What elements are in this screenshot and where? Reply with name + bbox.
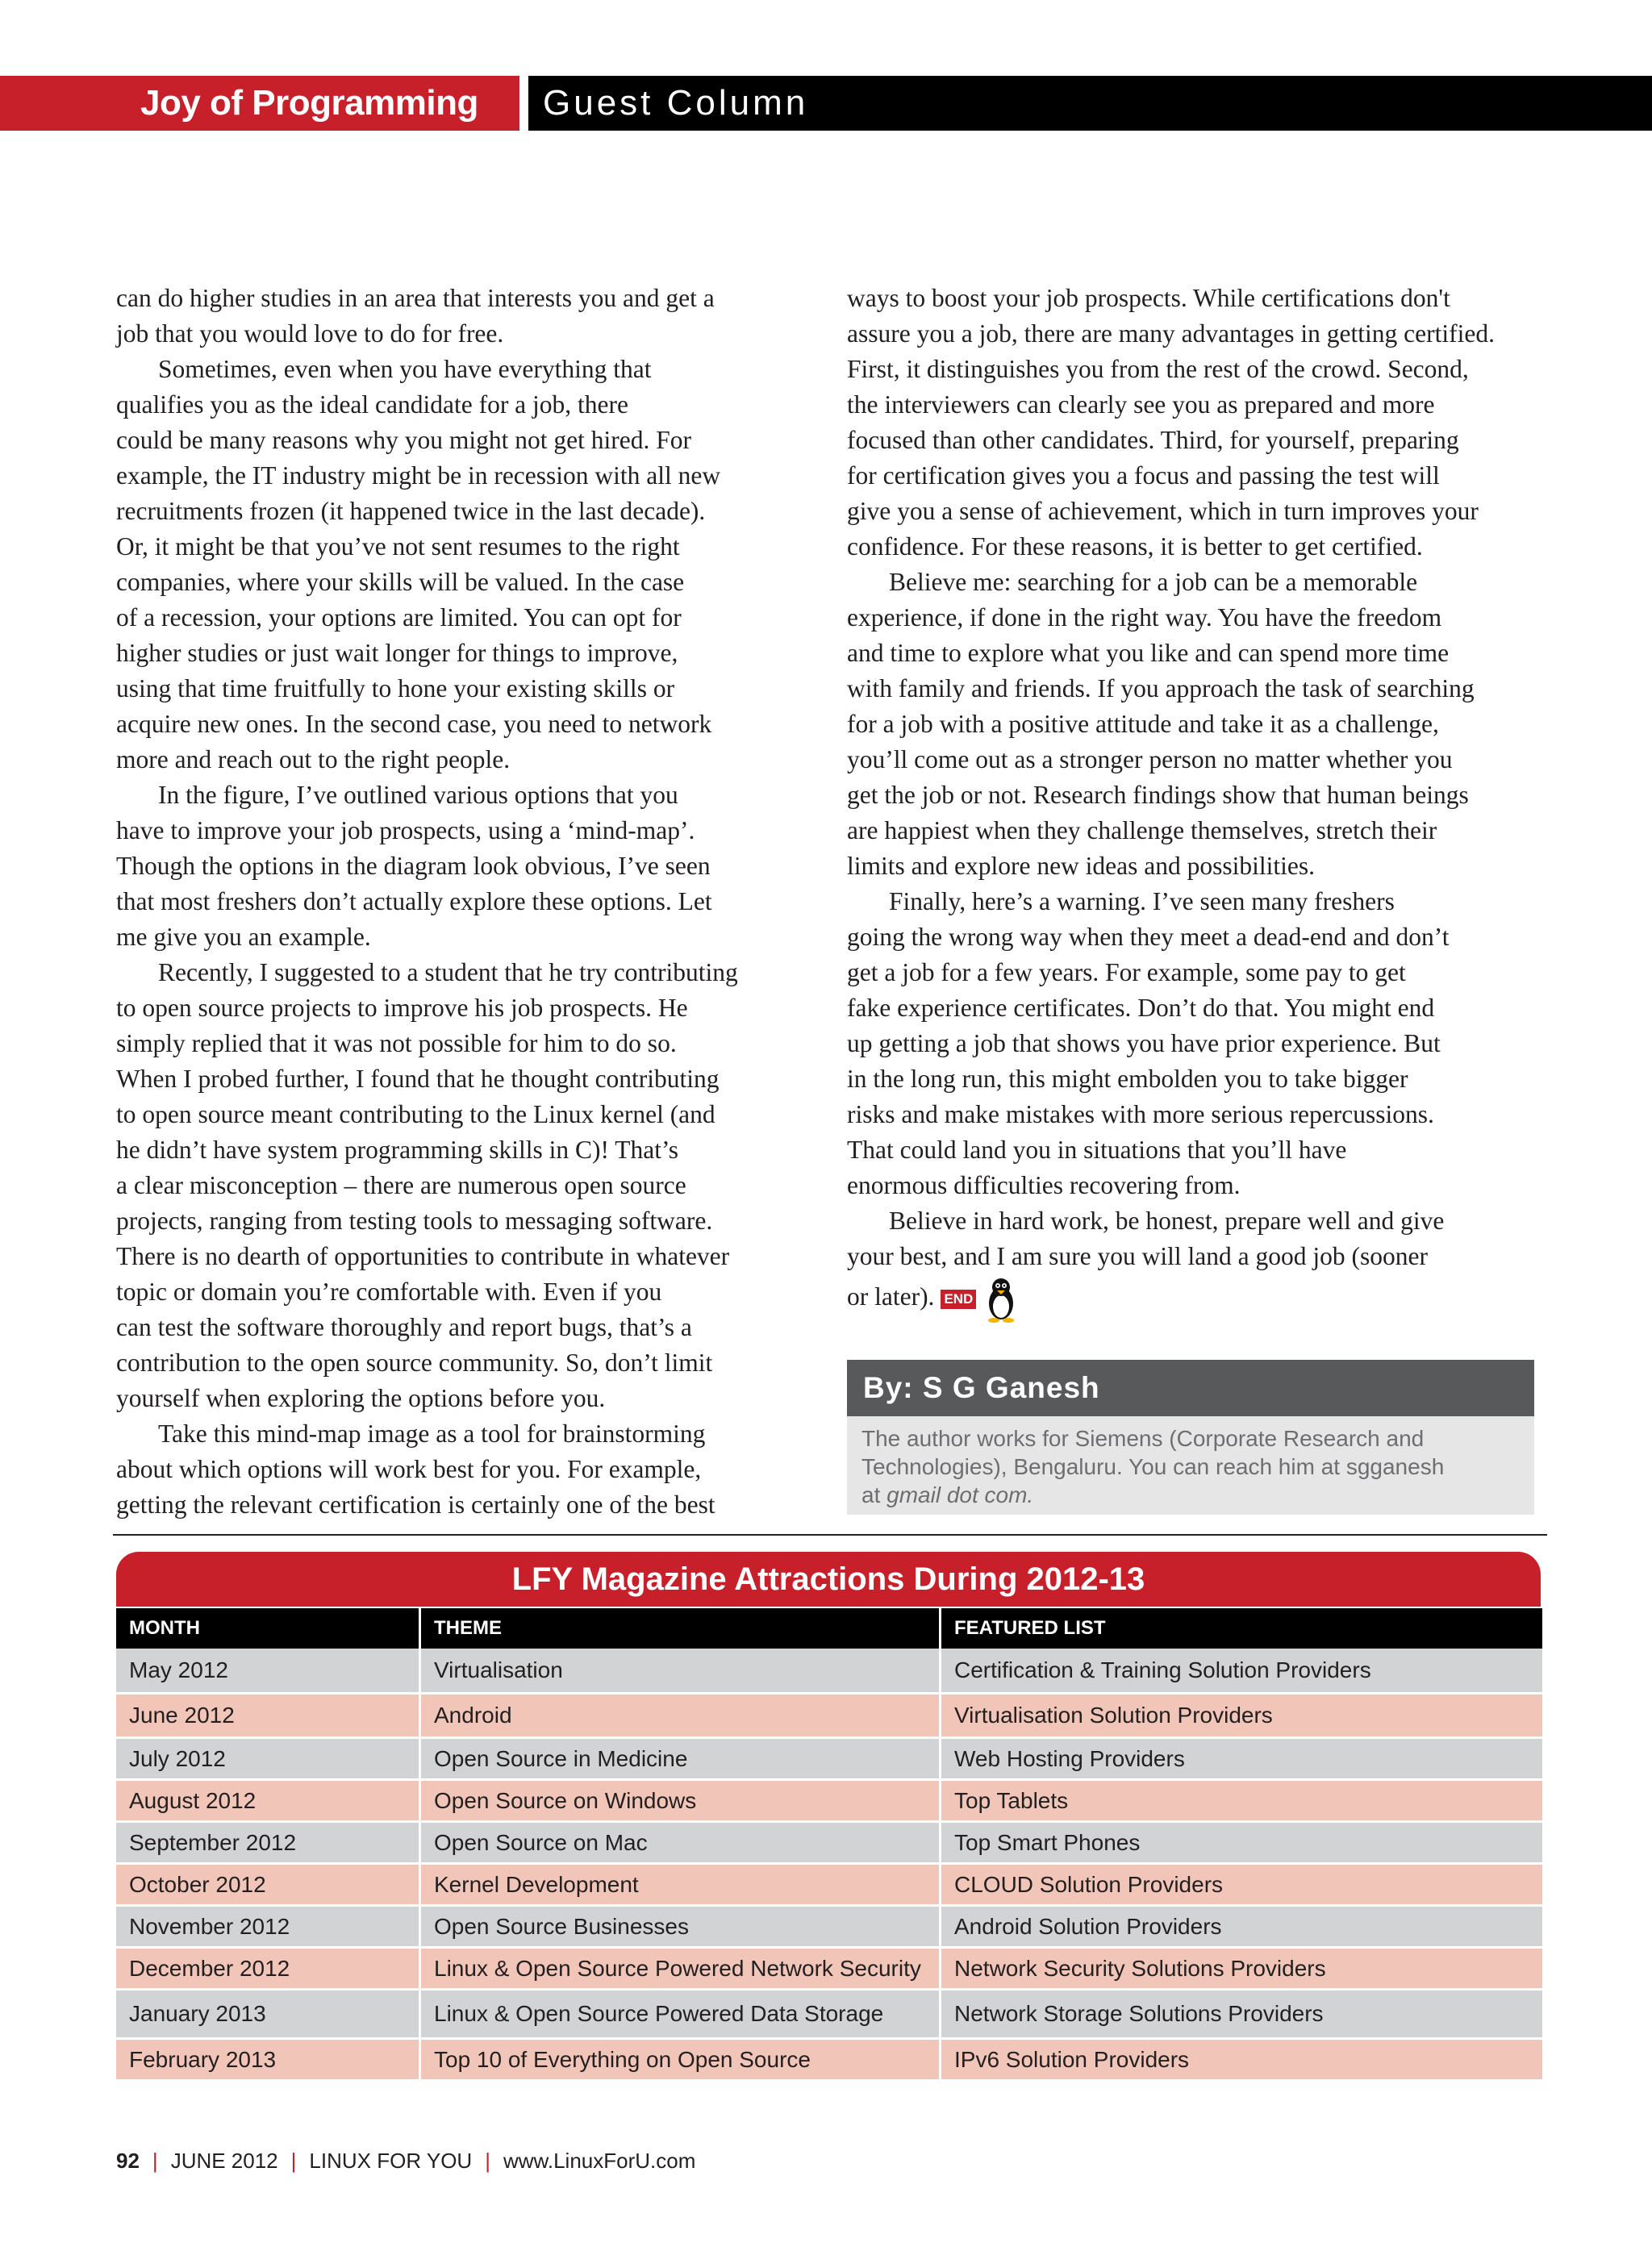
- table-row: [116, 1949, 1542, 1991]
- text-line: [116, 636, 810, 671]
- text-line-content: That could land you in situations that you’ll have: [847, 1136, 1347, 1164]
- text-line-content: about which options will work best for you. For example,: [116, 1455, 702, 1483]
- text-line-content: There is no dearth of opportunities to contribute in whatever: [116, 1242, 730, 1270]
- text-line: [847, 600, 1541, 636]
- text-line-content: for a job with a positive attitude and take it as a challenge,: [847, 710, 1439, 738]
- section-banner: Joy of Programming: [0, 76, 519, 131]
- text-line: [847, 1061, 1541, 1097]
- text-line-content: Or, it might be that you’ve not sent resumes to the right: [116, 532, 680, 561]
- text-line: [116, 813, 810, 848]
- text-line-content: yourself when exploring the options before you.: [116, 1384, 606, 1412]
- attractions-table: [116, 1608, 1542, 2082]
- text-line-content: are happiest when they challenge themselves, stretch their: [847, 816, 1437, 844]
- theme-cell: Kernel Development: [421, 1865, 941, 1907]
- text-line-content: confidence. For these reasons, it is better to get certified.: [847, 532, 1423, 561]
- text-line: [116, 955, 810, 990]
- month-cell: November 2012: [116, 1907, 421, 1949]
- text-line-content: Believe me: searching for a job can be a memorable: [889, 568, 1418, 596]
- text-line: [116, 316, 810, 352]
- author-bio-line: The author works for Siemens (Corporate Research and: [861, 1426, 1425, 1451]
- column-banner: Guest Column: [528, 76, 1652, 131]
- text-line-content: to open source projects to improve his job prospects. He: [116, 994, 688, 1022]
- text-line: [847, 1203, 1541, 1239]
- featured-list-cell: CLOUD Solution Providers: [941, 1865, 1542, 1907]
- table-row: [116, 1823, 1542, 1865]
- text-line-content: experience, if done in the right way. You have the freedom: [847, 603, 1442, 632]
- end-badge: END: [941, 1290, 976, 1309]
- text-line: [116, 281, 810, 316]
- text-line-content: In the figure, I’ve outlined various options that you: [158, 781, 678, 809]
- month-cell: December 2012: [116, 1949, 421, 1991]
- text-line: [847, 1132, 1541, 1168]
- text-line-content: fake experience certificates. Don’t do that. You might end: [847, 994, 1435, 1022]
- text-line-content: Take this mind-map image as a tool for brainstorming: [158, 1419, 706, 1448]
- text-line-content: example, the IT industry might be in recession with all new: [116, 461, 721, 490]
- text-line-content: higher studies or just wait longer for things to improve,: [116, 639, 678, 667]
- featured-list-cell: Certification & Training Solution Providers: [941, 1649, 1542, 1695]
- magazine-name: LINUX FOR YOU: [309, 2149, 473, 2173]
- text-line: [116, 565, 810, 600]
- header-month: MONTH: [116, 1608, 421, 1649]
- theme-cell: Open Source on Windows: [421, 1781, 941, 1823]
- text-line-content: Finally, here’s a warning. I’ve seen many freshers: [889, 887, 1395, 915]
- text-line-content: Sometimes, even when you have everything that: [158, 355, 652, 383]
- text-line: [116, 671, 810, 707]
- text-line: [116, 1239, 810, 1274]
- text-line-content: a clear misconception – there are numerous open source: [116, 1171, 686, 1199]
- text-line: [116, 1168, 810, 1203]
- header-featured-list: FEATURED LIST: [941, 1608, 1542, 1649]
- text-line-content: qualifies you as the ideal candidate for a job, there: [116, 390, 628, 419]
- table-row: [116, 2040, 1542, 2082]
- text-line: [116, 1132, 810, 1168]
- featured-list-cell: Top Tablets: [941, 1781, 1542, 1823]
- text-line: [847, 352, 1541, 387]
- table-row: [116, 1781, 1542, 1823]
- text-line: [847, 387, 1541, 423]
- month-cell: August 2012: [116, 1781, 421, 1823]
- text-line: [847, 423, 1541, 458]
- text-line: [116, 423, 810, 458]
- text-line-content: give you a sense of achievement, which in turn improves your: [847, 497, 1479, 525]
- text-line: [116, 1381, 810, 1416]
- text-line: [116, 600, 810, 636]
- text-line: [116, 494, 810, 529]
- text-line: [847, 919, 1541, 955]
- text-line: [847, 990, 1541, 1026]
- text-line-content: contribution to the open source community. So, don’t limit: [116, 1349, 713, 1377]
- text-line: [116, 352, 810, 387]
- text-line: [116, 884, 810, 919]
- text-line: [116, 919, 810, 955]
- month-cell: June 2012: [116, 1695, 421, 1739]
- text-line: [847, 458, 1541, 494]
- author-bio-line: [861, 1481, 1520, 1509]
- table-row: [116, 1907, 1542, 1949]
- text-line-content: getting the relevant certification is certainly one of the best: [116, 1490, 715, 1519]
- month-cell: February 2013: [116, 2040, 421, 2082]
- text-line: [116, 742, 810, 777]
- table-body: [116, 1649, 1542, 2082]
- text-line: [847, 955, 1541, 990]
- text-line-content: When I probed further, I found that he thought contributing: [116, 1065, 720, 1093]
- featured-list-cell: Web Hosting Providers: [941, 1739, 1542, 1781]
- page-number: 92: [116, 2149, 140, 2173]
- text-line-content: get a job for a few years. For example, some pay to get: [847, 958, 1406, 986]
- text-line: [847, 848, 1541, 884]
- table-row: [116, 1649, 1542, 1695]
- text-line-content: Believe in hard work, be honest, prepare well and give: [889, 1207, 1445, 1235]
- text-line: [847, 636, 1541, 671]
- text-line: [847, 884, 1541, 919]
- text-line-content: acquire new ones. In the second case, you need to network: [116, 710, 712, 738]
- featured-list-cell: Android Solution Providers: [941, 1907, 1542, 1949]
- text-line: [116, 1274, 810, 1310]
- section-divider: [113, 1534, 1547, 1536]
- text-line: [847, 777, 1541, 813]
- month-cell: May 2012: [116, 1649, 421, 1695]
- text-line: [847, 707, 1541, 742]
- text-line-content: your best, and I am sure you will land a good job (sooner: [847, 1242, 1428, 1270]
- text-line-content: simply replied that it was not possible for him to do so.: [116, 1029, 677, 1057]
- text-line: [116, 1416, 810, 1452]
- author-heading: By: S G Ganesh: [847, 1360, 1534, 1416]
- table-title: LFY Magazine Attractions During 2012-13: [116, 1552, 1541, 1607]
- text-line-content: can do higher studies in an area that interests you and get a: [116, 284, 715, 312]
- website-link[interactable]: www.LinuxForU.com: [503, 2149, 696, 2173]
- text-line: [847, 1274, 1541, 1310]
- text-line: [116, 529, 810, 565]
- text-line: [847, 1168, 1541, 1203]
- text-line-content: the interviewers can clearly see you as prepared and more: [847, 390, 1435, 419]
- text-line-content: topic or domain you’re comfortable with. Even if you: [116, 1278, 662, 1306]
- text-line: [116, 1452, 810, 1487]
- theme-cell: Open Source on Mac: [421, 1823, 941, 1865]
- text-line: [847, 1239, 1541, 1274]
- text-line-content: Recently, I suggested to a student that he try contributing: [158, 958, 738, 986]
- text-line-content: ways to boost your job prospects. While certifications don't: [847, 284, 1450, 312]
- text-line-content: risks and make mistakes with more serious repercussions.: [847, 1100, 1434, 1128]
- text-line-content: going the wrong way when they meet a dead-end and don’t: [847, 923, 1450, 951]
- theme-cell: Android: [421, 1695, 941, 1739]
- table-row: [116, 1991, 1542, 2040]
- text-line: [116, 848, 810, 884]
- author-email: gmail dot com.: [886, 1482, 1034, 1507]
- theme-cell: Linux & Open Source Powered Network Security: [421, 1949, 941, 1991]
- text-line-content: and time to explore what you like and can spend more time: [847, 639, 1450, 667]
- text-line: [847, 1097, 1541, 1132]
- month-cell: January 2013: [116, 1991, 421, 2040]
- featured-list-cell: IPv6 Solution Providers: [941, 2040, 1542, 2082]
- text-line: [116, 1203, 810, 1239]
- table-row: [116, 1739, 1542, 1781]
- month-cell: October 2012: [116, 1865, 421, 1907]
- text-line: [116, 458, 810, 494]
- featured-list-cell: Top Smart Phones: [941, 1823, 1542, 1865]
- footer-separator: |: [290, 2149, 297, 2173]
- text-line: [116, 1097, 810, 1132]
- text-line: [116, 387, 810, 423]
- table-row: [116, 1865, 1542, 1907]
- month-cell: September 2012: [116, 1823, 421, 1865]
- author-bio-line: Technologies), Bengaluru. You can reach him at sgganesh: [861, 1454, 1445, 1479]
- text-line: [116, 1026, 810, 1061]
- text-line-content: he didn’t have system programming skills in C)! That’s: [116, 1136, 679, 1164]
- text-line: [847, 742, 1541, 777]
- text-line: [116, 1345, 810, 1381]
- header-theme: THEME: [421, 1608, 941, 1649]
- table-row: [116, 1695, 1542, 1739]
- text-line-content: limits and explore new ideas and possibilities.: [847, 852, 1316, 880]
- page-footer: [116, 2149, 695, 2174]
- text-line: [116, 990, 810, 1026]
- text-line: [116, 1061, 810, 1097]
- text-line-content: for certification gives you a focus and passing the test will: [847, 461, 1440, 490]
- featured-list-cell: Network Security Solutions Providers: [941, 1949, 1542, 1991]
- text-line-content: that most freshers don’t actually explore these options. Let: [116, 887, 712, 915]
- featured-list-cell: Network Storage Solutions Providers: [941, 1991, 1542, 2040]
- text-line-content: to open source meant contributing to the Linux kernel (and: [116, 1100, 715, 1128]
- text-line-content: have to improve your job prospects, using a ‘mind-map’.: [116, 816, 695, 844]
- footer-separator: |: [152, 2149, 158, 2173]
- text-line: [847, 565, 1541, 600]
- text-line: [116, 1310, 810, 1345]
- text-line: [847, 281, 1541, 316]
- theme-cell: Open Source in Medicine: [421, 1739, 941, 1781]
- text-line: [847, 1026, 1541, 1061]
- author-box: [847, 1360, 1534, 1515]
- author-bio: [847, 1416, 1534, 1509]
- text-line: [116, 1487, 810, 1523]
- text-line-content: more and reach out to the right people.: [116, 745, 511, 773]
- theme-cell: Linux & Open Source Powered Data Storage: [421, 1991, 941, 2040]
- text-line: [847, 316, 1541, 352]
- text-line: [116, 777, 810, 813]
- text-line-content: could be many reasons why you might not get hired. For: [116, 426, 692, 454]
- text-line-content: or later).: [847, 1282, 935, 1311]
- penguin-icon: [976, 1274, 1026, 1324]
- text-line-content: projects, ranging from testing tools to messaging software.: [116, 1207, 713, 1235]
- text-line-content: Though the options in the diagram look obvious, I’ve seen: [116, 852, 711, 880]
- text-line-content: me give you an example.: [116, 923, 371, 951]
- footer-separator: |: [485, 2149, 490, 2173]
- theme-cell: Top 10 of Everything on Open Source: [421, 2040, 941, 2082]
- text-line-content: up getting a job that shows you have prior experience. But: [847, 1029, 1441, 1057]
- right-text-column: [847, 281, 1541, 1310]
- text-line-content: focused than other candidates. Third, for yourself, preparing: [847, 426, 1459, 454]
- month-cell: July 2012: [116, 1739, 421, 1781]
- table-header-row: [116, 1608, 1542, 1649]
- text-line-content: First, it distinguishes you from the rest of the crowd. Second,: [847, 355, 1469, 383]
- text-line-content: with family and friends. If you approach the task of searching: [847, 674, 1475, 702]
- issue-date: JUNE 2012: [170, 2149, 278, 2173]
- text-line: [847, 671, 1541, 707]
- text-line: [116, 707, 810, 742]
- text-line-content: of a recession, your options are limited. You can opt for: [116, 603, 682, 632]
- text-line-content: using that time fruitfully to hone your existing skills or: [116, 674, 675, 702]
- theme-cell: Virtualisation: [421, 1649, 941, 1695]
- text-line-content: assure you a job, there are many advantages in getting certified.: [847, 319, 1495, 348]
- left-text-column: [116, 281, 810, 1523]
- text-line-content: can test the software thoroughly and report bugs, that’s a: [116, 1313, 692, 1341]
- text-line-content: enormous difficulties recovering from.: [847, 1171, 1241, 1199]
- theme-cell: Open Source Businesses: [421, 1907, 941, 1949]
- text-line-content: get the job or not. Research findings show that human beings: [847, 781, 1469, 809]
- text-line: [847, 529, 1541, 565]
- text-line: [847, 494, 1541, 529]
- text-line-content: companies, where your skills will be valued. In the case: [116, 568, 685, 596]
- text-line-content: in the long run, this might embolden you to take bigger: [847, 1065, 1408, 1093]
- author-bio-text: [861, 1482, 1033, 1507]
- text-line-content: job that you would love to do for free.: [116, 319, 504, 348]
- featured-list-cell: Virtualisation Solution Providers: [941, 1695, 1542, 1739]
- author-bio-prefix: at: [861, 1482, 887, 1507]
- text-line: [847, 813, 1541, 848]
- text-line-content: recruitments frozen (it happened twice in the last decade).: [116, 497, 706, 525]
- text-line-content: you’ll come out as a stronger person no matter whether you: [847, 745, 1453, 773]
